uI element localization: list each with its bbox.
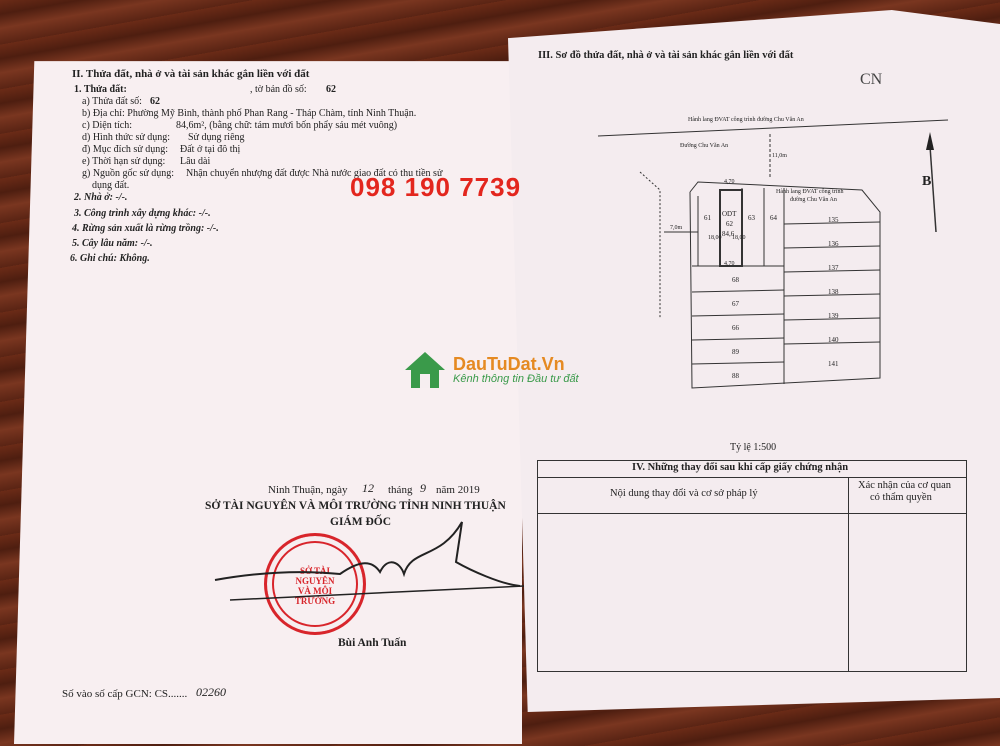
map-lot-64: 64 — [770, 214, 777, 222]
item1-label: 1. Thửa đất: — [74, 84, 127, 95]
area-label: c) Diện tích: — [82, 120, 132, 131]
map-lot-61: 61 — [704, 214, 711, 222]
term-label: e) Thời hạn sử dụng: — [82, 156, 166, 167]
date-month: 9 — [420, 481, 426, 495]
signer-role: GIÁM ĐỐC — [330, 516, 392, 528]
item6: 6. Ghi chú: Không. — [70, 253, 150, 264]
dim-470-bottom: 4,70 — [724, 261, 735, 267]
map-lot-135: 135 — [828, 216, 839, 224]
date-place: Ninh Thuận, ngày — [268, 484, 348, 496]
phone-number-overlay: 098 190 7739 — [350, 172, 522, 202]
map-scale: Tỷ lệ 1:500 — [730, 442, 777, 453]
map-lot-88: 88 — [732, 372, 739, 380]
corridor-label-top: Hành lang ĐVAT công trình đường Chu Văn An — [688, 117, 804, 123]
changes-col-confirm-1: Xác nhận của cơ quan — [858, 480, 952, 491]
map-lot-main: 62 — [726, 220, 733, 228]
date-day: 12 — [362, 481, 374, 495]
map-sheet-label: , tờ bản đồ số: — [250, 84, 307, 95]
origin-label: g) Nguồn gốc sử dụng: — [82, 168, 175, 179]
item3: 3. Công trình xây dựng khác: -/-. — [74, 208, 211, 219]
map-lot-138: 138 — [828, 288, 839, 296]
use-form-value: Sử dụng riêng — [188, 132, 245, 143]
registry-label: Số vào số cấp GCN: CS....... — [62, 688, 188, 700]
purpose-label: đ) Mục đích sử dụng: — [82, 144, 168, 155]
date-month-label: tháng — [388, 484, 413, 496]
purpose-value: Đất ở tại đô thị — [180, 144, 241, 155]
changes-col-content: Nội dung thay đổi và cơ sở pháp lý — [610, 488, 758, 499]
term-value: Lâu dài — [180, 156, 211, 167]
origin-value: Nhận chuyển nhượng đất được Nhà nước giao đất có thu tiền sử — [186, 168, 443, 179]
map-lot-63: 63 — [748, 214, 755, 222]
section3-title: III. Sơ đồ thửa đất, nhà ở và tài sản khác gắn liền với đất — [538, 50, 794, 61]
dim-18-right: 18,00 — [732, 235, 746, 241]
section2-title: II. Thửa đất, nhà ở và tài sản khác gắn liền với đất — [72, 68, 310, 80]
map-lot-66: 66 — [732, 324, 739, 332]
dim-470-top: 4,70 — [724, 179, 735, 185]
changes-col-confirm-2: có thẩm quyền — [870, 492, 932, 503]
dim-7: 7,0m — [670, 225, 683, 231]
area-value: 84,6m², (bằng chữ: tám mươi bốn phẩy sáu mét vuông) — [176, 120, 398, 131]
section4-title: IV. Những thay đổi sau khi cấp giấy chứng nhận — [632, 462, 849, 473]
north-arrow-icon — [926, 132, 934, 150]
watermark-subtitle: Kênh thông tin Đầu tư đất — [453, 373, 579, 385]
item4: 4. Rừng sản xuất là rừng trồng: -/-. — [72, 223, 219, 234]
signer-name: Bùi Anh Tuấn — [338, 637, 407, 649]
map-area: 84,6 — [722, 230, 735, 238]
map-lot-136: 136 — [828, 240, 839, 248]
dim-11: 11,0m — [772, 153, 787, 159]
map-lot-67: 67 — [732, 300, 739, 308]
map-lot-137: 137 — [828, 264, 839, 272]
road-label: Đường Chu Văn An — [680, 143, 729, 149]
north-label: B — [922, 174, 932, 189]
issuing-agency: SỞ TÀI NGUYÊN VÀ MÔI TRƯỜNG TỈNH NINH THUẬN — [205, 500, 506, 512]
registry-number: 02260 — [196, 685, 226, 699]
parcel-number-label: a) Thửa đất số: — [82, 96, 142, 107]
red-official-seal: SỞ TÀI NGUYÊN VÀ MÔI TRƯỜNG — [264, 533, 366, 635]
land-type-code: ODT — [722, 210, 737, 218]
dim-18-left: 18,00 — [708, 235, 722, 241]
corridor-label-inner: Hành lang ĐVAT công trình — [776, 189, 844, 195]
date-year: năm 2019 — [436, 484, 480, 496]
map-lot-139: 139 — [828, 312, 839, 320]
use-form-label: d) Hình thức sử dụng: — [82, 132, 171, 143]
parcel-number: 62 — [150, 96, 160, 107]
map-lot-89: 89 — [732, 348, 739, 356]
watermark-title: DauTuDat.Vn — [453, 354, 565, 374]
origin-value-cont: dụng đất. — [92, 180, 130, 191]
corridor-label-inner2: đường Chu Văn An — [790, 197, 837, 203]
item2: 2. Nhà ở: -/-. — [74, 192, 128, 203]
map-lot-140: 140 — [828, 336, 839, 344]
map-lot-141: 141 — [828, 360, 839, 368]
item5: 5. Cây lâu năm: -/-. — [72, 238, 153, 249]
handwritten-note: CN — [860, 71, 883, 88]
map-lot-68: 68 — [732, 276, 739, 284]
address: b) Địa chỉ: Phường Mỹ Bình, thành phố Phan Rang - Tháp Chàm, tỉnh Ninh Thuận. — [82, 108, 417, 119]
map-sheet-number: 62 — [326, 84, 336, 95]
